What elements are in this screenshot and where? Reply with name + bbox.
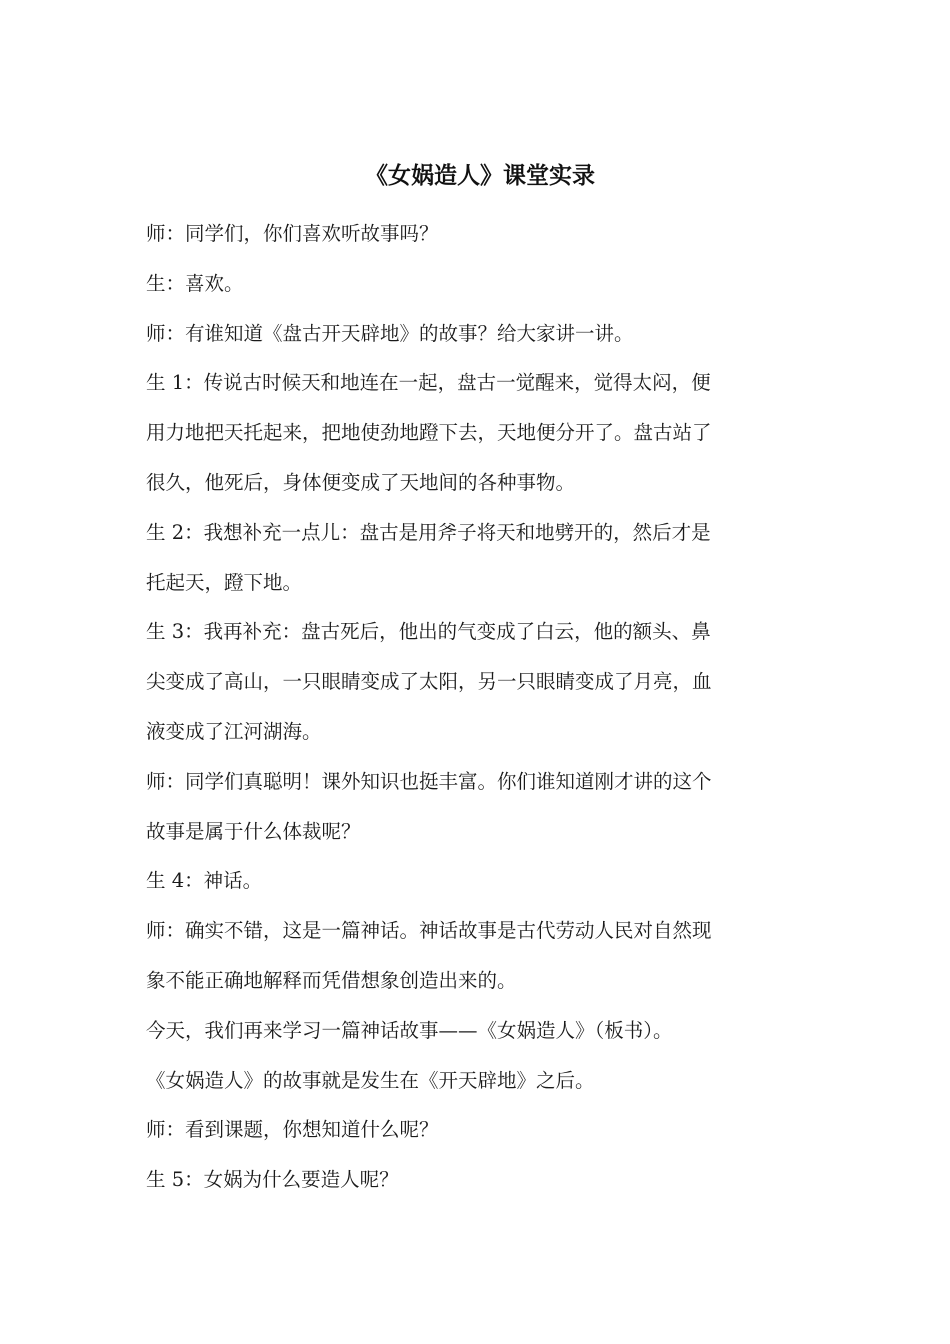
text-line: 生：喜欢。 bbox=[146, 271, 244, 295]
document-body bbox=[146, 209, 806, 1205]
text-line: 托起天，蹬下地。 bbox=[146, 570, 303, 594]
text-line: 用力地把天托起来，把地使劲地蹬下去，天地便分开了。盘古站了 bbox=[146, 421, 712, 445]
document-title: 《女娲造人》课堂实录 bbox=[365, 162, 595, 189]
text-line: 生 5：女娲为什么要造人呢？ bbox=[146, 1168, 399, 1192]
text-line: 故事是属于什么体裁呢？ bbox=[146, 819, 361, 843]
text-line: 师：确实不错，这是一篇神话。神话故事是古代劳动人民对自然现 bbox=[146, 919, 712, 943]
text-line: 生 4：神话。 bbox=[146, 869, 263, 893]
text-line: 师：看到课题，你想知道什么呢？ bbox=[146, 1118, 439, 1142]
text-line: 尖变成了高山，一只眼睛变成了太阳，另一只眼睛变成了月亮，血 bbox=[146, 670, 712, 694]
text-line: 生 3：我再补充：盘古死后，他出的气变成了白云，他的额头、鼻 bbox=[146, 620, 711, 644]
text-line: 液变成了江河湖海。 bbox=[146, 719, 322, 743]
text-line: 很久，他死后，身体便变成了天地间的各种事物。 bbox=[146, 470, 576, 494]
text-line: 《女娲造人》的故事就是发生在《开天辟地》之后。 bbox=[146, 1068, 595, 1092]
text-line: 象不能正确地解释而凭借想象创造出来的。 bbox=[146, 968, 517, 992]
text-line: 师：同学们真聪明！课外知识也挺丰富。你们谁知道刚才讲的这个 bbox=[146, 769, 712, 793]
text-line: 生 2：我想补充一点儿：盘古是用斧子将天和地劈开的，然后才是 bbox=[146, 520, 711, 544]
text-line: 师：有谁知道《盘古开天辟地》的故事？给大家讲一讲。 bbox=[146, 321, 634, 345]
text-line: 师：同学们，你们喜欢听故事吗？ bbox=[146, 222, 439, 245]
text-line: 今天，我们再来学习一篇神话故事——《女娲造人》（板书）。 bbox=[146, 1018, 673, 1042]
text-line: 生 1：传说古时候天和地连在一起，盘古一觉醒来，觉得太闷，便 bbox=[146, 371, 711, 395]
